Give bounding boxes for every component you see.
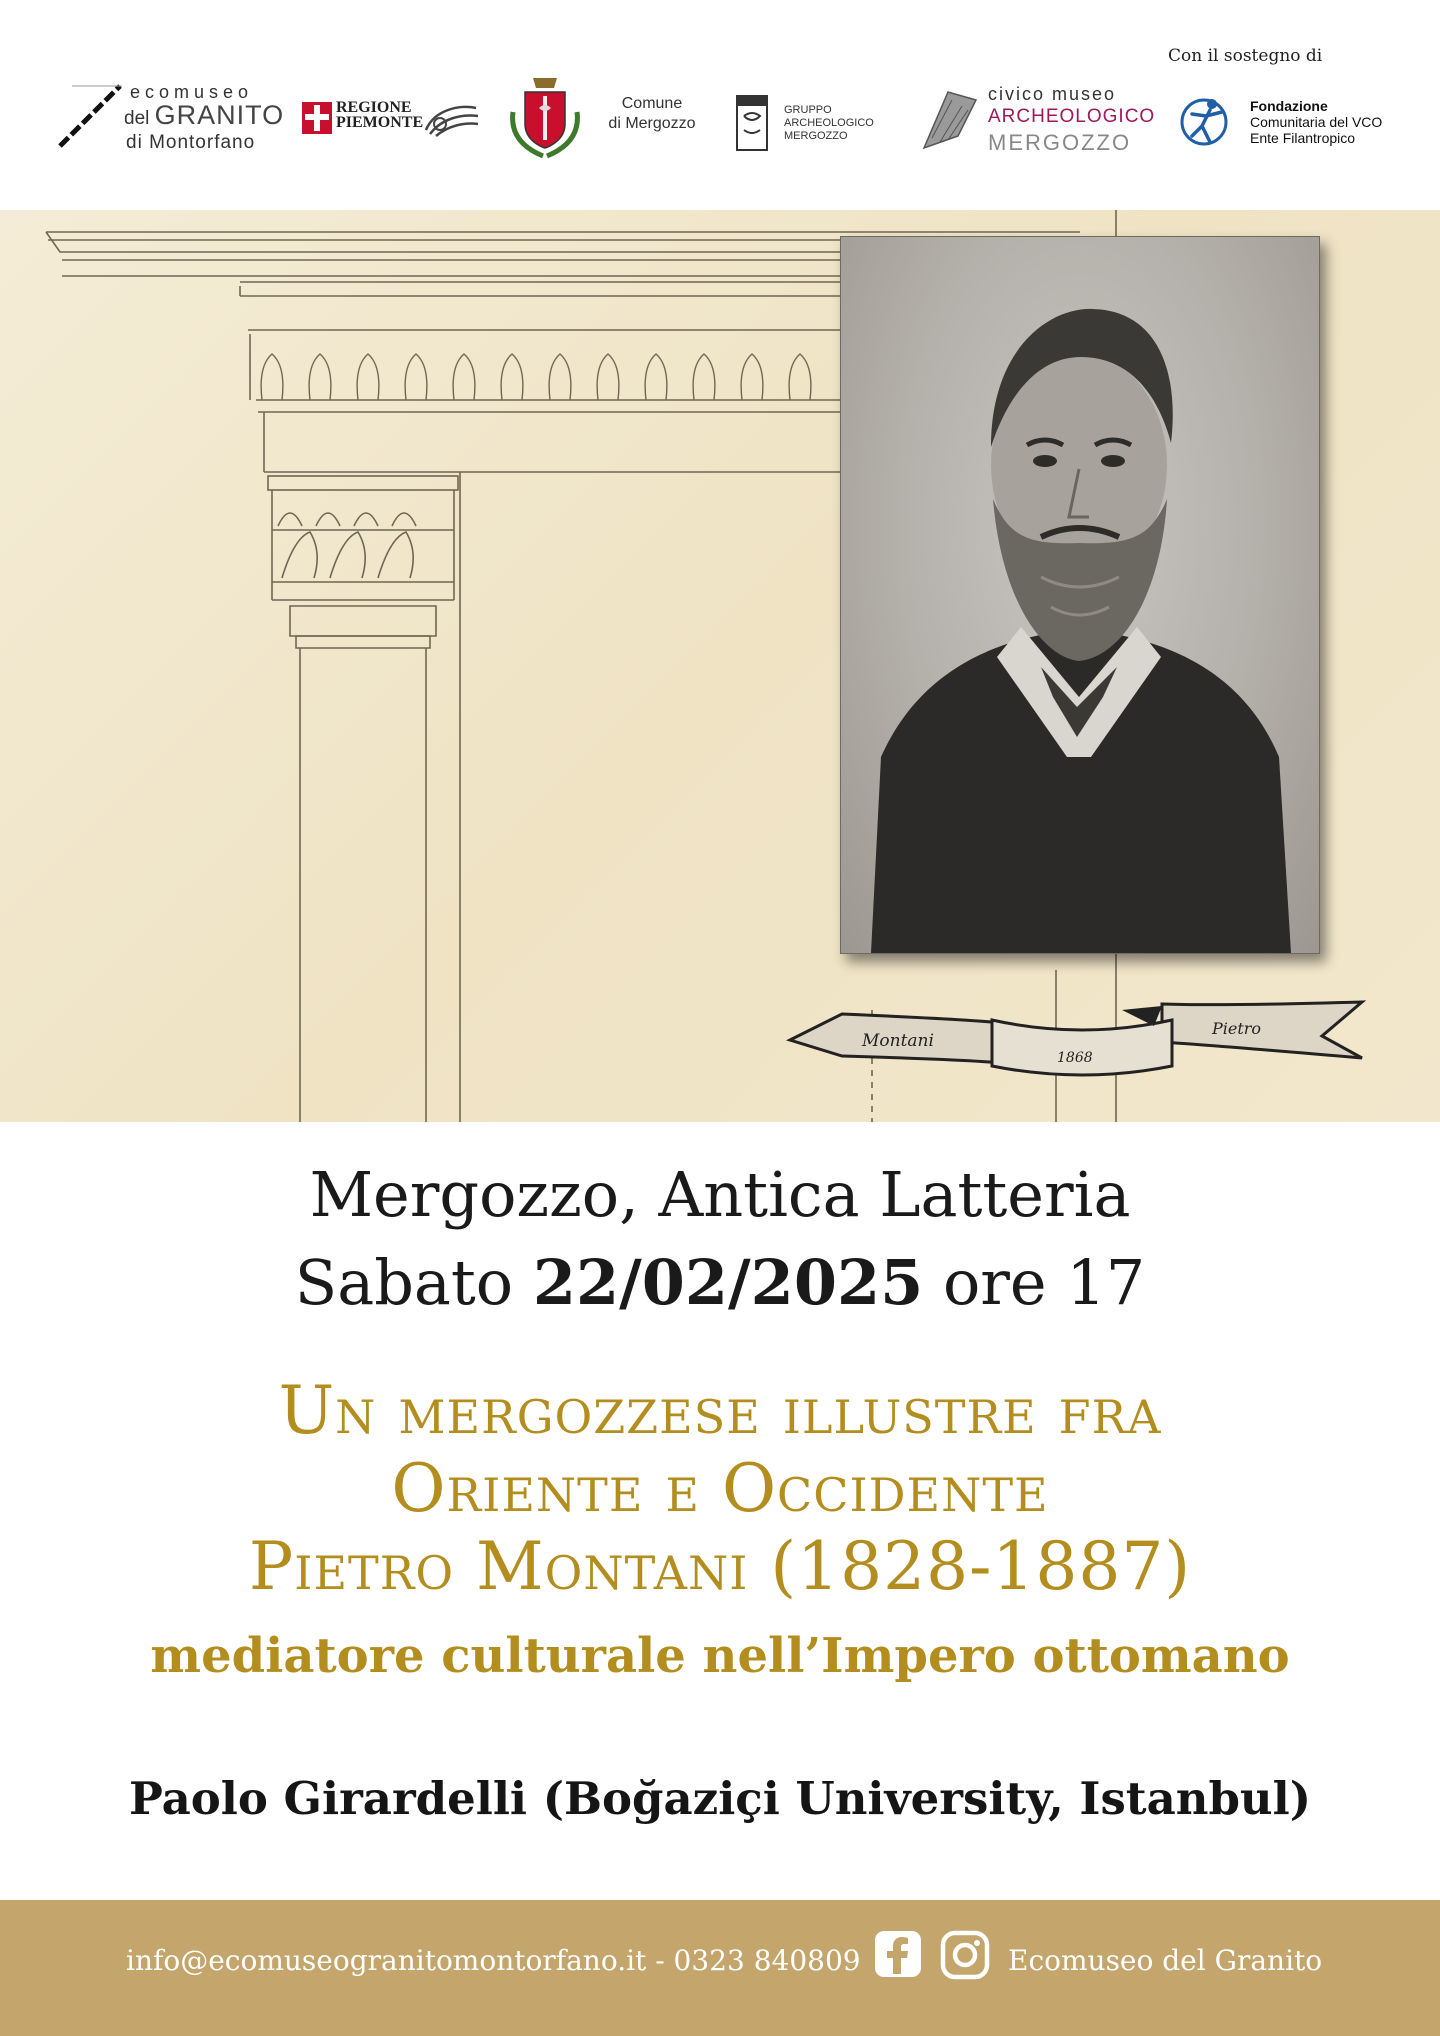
event-day: Sabato <box>294 1246 514 1319</box>
banner-year-text: 1868 <box>1057 1050 1093 1066</box>
portrait-photo <box>840 236 1320 954</box>
talk-title-line2: Oriente e Occidente <box>391 1450 1049 1527</box>
comune-text <box>597 94 707 134</box>
banner-left-text: Montani <box>862 1031 934 1051</box>
talk-title-line3: Pietro Montani (1828-1887) <box>248 1528 1192 1605</box>
civico-line1: civico museo <box>988 84 1117 104</box>
ecomuseo-logo <box>52 80 297 160</box>
arrowhead-icon <box>918 88 980 152</box>
support-label: Con il sostegno di <box>1168 46 1323 66</box>
fondazione-text <box>1250 98 1382 146</box>
name-banner <box>782 980 1372 1090</box>
coat-of-arms-icon <box>505 72 585 168</box>
hero-image <box>0 210 1440 1122</box>
ecomuseo-granito: GRANITO <box>154 100 285 130</box>
speaker-name: Paolo Girardelli (Boğaziçi University, Istanbul) <box>128 1772 1312 1825</box>
swirl-emblem-icon <box>420 100 482 140</box>
fondazione-line1: Fondazione <box>1250 98 1328 114</box>
civico-line2: ARCHEOLOGICO <box>988 106 1156 127</box>
social-handle[interactable]: Ecomuseo del Granito <box>1008 1944 1323 1977</box>
contact-info[interactable]: info@ecomuseogranitomontorfano.it - 0323 840809 <box>126 1944 861 1977</box>
civico-line3: MERGOZZO <box>988 130 1132 155</box>
talk-subtitle: mediatore culturale nell’Impero ottomano <box>150 1628 1290 1684</box>
sponsor-logos <box>0 0 1440 210</box>
gruppo-archeologico-logo <box>734 94 904 154</box>
ecomuseo-line2-prefix: del <box>124 108 155 129</box>
gruppo-line1: GRUPPO <box>784 104 832 116</box>
regione-piemonte-logo <box>302 100 482 140</box>
civico-museo-logo <box>918 84 1156 159</box>
fondazione-figure-icon <box>1176 92 1236 152</box>
talk-title-line1: Un mergozzese illustre fra <box>278 1372 1162 1449</box>
gruppo-line2: ARCHEOLOGICO <box>784 117 874 129</box>
regione-line2: PIEMONTE <box>336 114 424 131</box>
event-datetime <box>0 1246 1440 1319</box>
ecomuseo-mark-icon <box>52 80 122 150</box>
ecomuseo-line1: ecomuseo <box>130 82 254 102</box>
event-date: 22/02/2025 <box>532 1246 924 1319</box>
gruppo-text <box>784 104 874 143</box>
instagram-icon[interactable] <box>940 1930 990 1980</box>
comune-line1: Comune <box>621 95 683 112</box>
regione-text <box>336 100 423 130</box>
scroll-banner-graphic <box>782 980 1372 1090</box>
event-venue: Mergozzo, Antica Latteria <box>309 1158 1131 1231</box>
fondazione-line2: Comunitaria del VCO <box>1250 114 1383 130</box>
comune-mergozzo-logo <box>505 72 715 168</box>
banner-right-text: Pietro <box>1212 1019 1262 1038</box>
gruppo-line3: MERGOZZO <box>784 130 848 142</box>
event-time: ore 17 <box>942 1246 1146 1319</box>
ecomuseo-line3: di Montorfano <box>126 132 256 153</box>
facebook-icon[interactable] <box>874 1930 922 1978</box>
comune-line2: di Mergozzo <box>608 115 696 132</box>
piemonte-shield-icon <box>302 102 332 134</box>
fondazione-line3: Ente Filantropico <box>1250 130 1356 146</box>
fondazione-vco-logo <box>1176 92 1406 152</box>
footer-band <box>0 1900 1440 2036</box>
regione-line1: REGIONE <box>336 99 412 116</box>
stele-icon <box>734 94 770 152</box>
portrait-figure <box>841 237 1319 953</box>
ecomuseo-line2 <box>124 100 284 131</box>
